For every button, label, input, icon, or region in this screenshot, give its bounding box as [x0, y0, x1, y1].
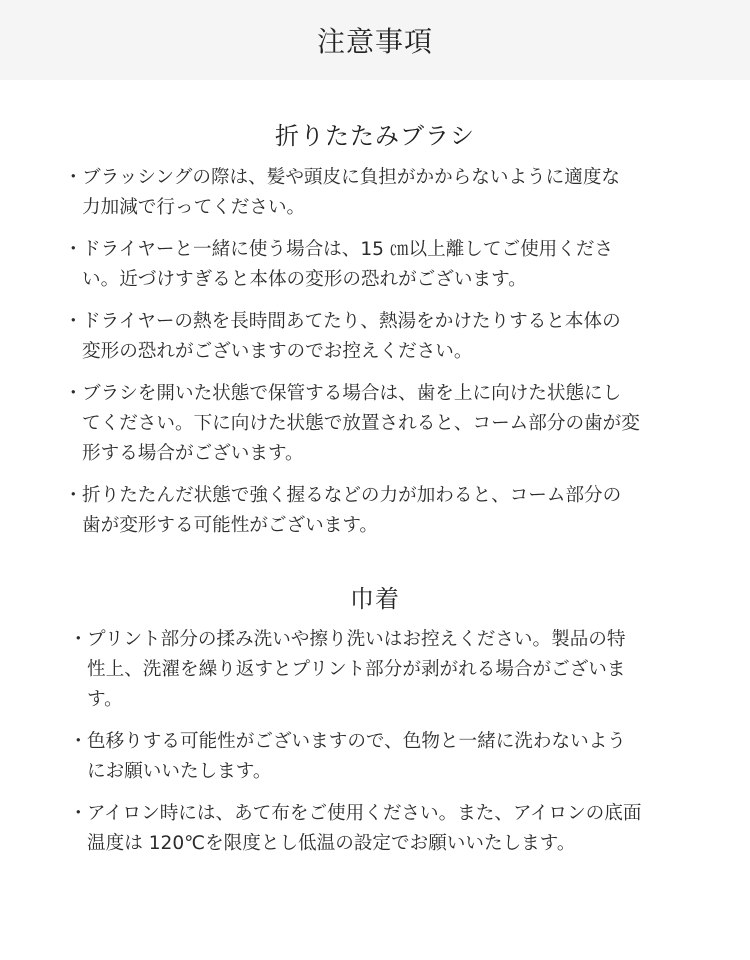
list-item	[67, 799, 697, 859]
section-drawstring-bag	[0, 553, 750, 859]
item-line: にお願いいたします。	[87, 761, 272, 782]
item-text	[82, 481, 712, 541]
item-text	[82, 379, 712, 469]
bullet: ・	[64, 383, 83, 404]
item-line: 歯が変形する可能性がございます。	[82, 515, 379, 536]
page-header	[0, 0, 750, 80]
item-text	[82, 235, 712, 295]
bullet: ・	[64, 239, 83, 260]
list-item	[62, 163, 712, 223]
item-line: 性上、洗濯を繰り返すとプリント部分が剥がれる場合がございま	[87, 659, 626, 680]
bullet: ・	[69, 803, 88, 824]
bullet: ・	[64, 485, 83, 506]
item-line: い。近づけすぎると本体の変形の恐れがございます。	[82, 269, 527, 290]
list-item	[67, 625, 697, 715]
list-item	[62, 307, 712, 367]
item-line: ブラッシングの際は、髪や頭皮に負担がかからないように適度な	[82, 167, 621, 188]
item-line: 色移りする可能性がございますので、色物と一緒に洗わないよう	[87, 731, 626, 752]
list-item	[62, 481, 712, 541]
item-line: す。	[87, 689, 123, 710]
bullet: ・	[64, 311, 83, 332]
section-folding-brush	[0, 80, 750, 541]
section-title: 折りたたみブラシ	[275, 122, 475, 150]
item-text	[87, 727, 697, 787]
item-line: 折りたたんだ状態で強く握るなどの力が加わると、コーム部分の	[82, 485, 622, 506]
item-line: 力加減で行ってください。	[82, 197, 306, 218]
list-item	[62, 379, 712, 469]
item-text	[82, 163, 712, 223]
item-line: ドライヤーの熱を長時間あてたり、熱湯をかけたりすると本体の	[82, 311, 621, 332]
bullet: ・	[64, 167, 83, 188]
bullet: ・	[69, 731, 88, 752]
item-line: てください。下に向けた状態で放置されると、コーム部分の歯が変	[82, 413, 640, 434]
item-line: 温度は 120℃を限度とし低温の設定でお願いいたします。	[87, 833, 576, 854]
section-title: 巾着	[350, 585, 400, 613]
item-line: 形する場合がございます。	[82, 443, 304, 464]
item-line: ドライヤーと一緒に使う場合は、15 ㎝以上離してご使用くださ	[82, 239, 614, 260]
list-item	[67, 727, 697, 787]
item-text	[87, 799, 697, 859]
item-text	[87, 625, 697, 715]
item-line: ブラシを開いた状態で保管する場合は、歯を上に向けた状態にし	[82, 383, 622, 404]
page-title: 注意事項	[316, 25, 433, 58]
caution-list	[67, 625, 697, 859]
caution-list	[62, 163, 712, 541]
item-line: 変形の恐れがございますのでお控えください。	[82, 341, 473, 362]
item-text	[82, 307, 712, 367]
bullet: ・	[69, 629, 88, 650]
item-line: プリント部分の揉み洗いや擦り洗いはお控えください。製品の特	[87, 629, 626, 650]
item-line: アイロン時には、あて布をご使用ください。また、アイロンの底面	[87, 803, 642, 824]
list-item	[62, 235, 712, 295]
